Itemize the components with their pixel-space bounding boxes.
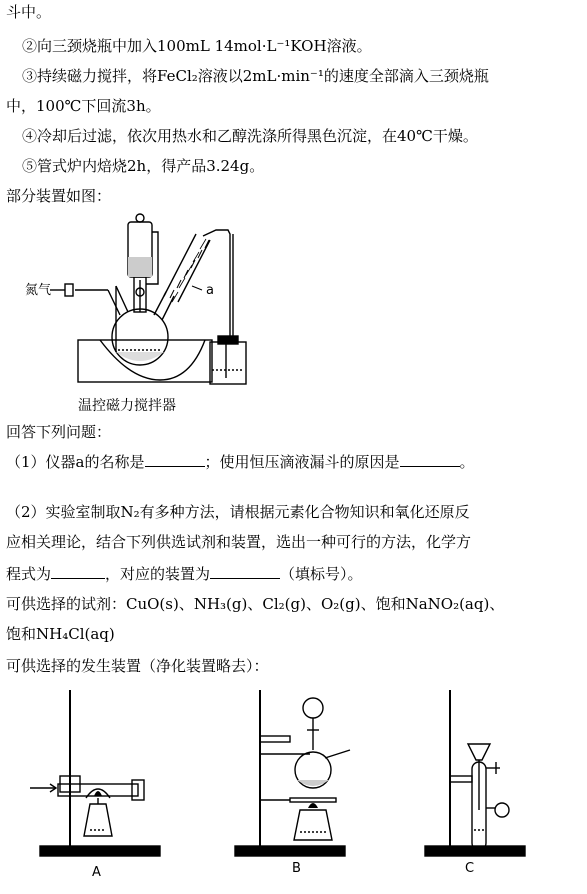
- reagents-line2: 饱和NH₄Cl(aq): [6, 625, 115, 643]
- step-4: ④冷却后过滤，依次用热水和乙醇洗涤所得黑色沉淀，在40℃干燥。: [22, 127, 478, 145]
- q1-part-a: （1）仪器a的名称是: [6, 453, 145, 471]
- question-2-line2: 应相关理论，结合下列供选试剂和装置，选出一种可行的方法，化学方: [6, 533, 472, 551]
- q1-part-c: 。: [459, 453, 475, 471]
- devices-intro: 可供选择的发生装置（净化装置略去）：: [6, 657, 269, 675]
- gas-trap-bottle: [210, 342, 246, 384]
- instrument-a-label: a: [206, 283, 214, 298]
- step-2: ②向三颈烧瓶中加入100mL 14mol·L⁻¹KOH溶液。: [22, 37, 372, 55]
- condenser-a: [164, 234, 210, 302]
- separatory-funnel-b: [303, 698, 323, 718]
- step-5: ⑤管式炉内焙烧2h，得产品3.24g。: [22, 157, 265, 175]
- apparatus-intro: 部分装置如图：: [6, 187, 112, 205]
- q1-part-b: ；使用恒压滴液漏斗的原因是: [204, 453, 400, 471]
- stirrer-caption: 温控磁力搅拌器: [78, 398, 176, 414]
- funnel-c: [468, 744, 490, 760]
- q1-blank-name[interactable]: [145, 450, 205, 467]
- q1-blank-reason[interactable]: [400, 450, 460, 467]
- label-b: B: [292, 861, 301, 876]
- q2-part-a: 程式为: [6, 565, 52, 583]
- reflux-apparatus-figure: [20, 212, 300, 417]
- questions-intro: 回答下列问题：: [6, 423, 112, 441]
- apparatus-b: [235, 690, 350, 856]
- q2-blank-equation[interactable]: [51, 562, 105, 579]
- nitrogen-label: 氮气: [25, 283, 52, 298]
- question-1: [6, 450, 475, 472]
- q2-part-b: ，对应的装置为: [105, 565, 211, 583]
- reagents-line1: 可供选择的试剂：CuO(s)、NH₃(g)、Cl₂(g)、O₂(g)、饱和NaNO₂(aq)、: [6, 595, 505, 613]
- apparatus-a: [30, 690, 160, 856]
- question-2-line3: [6, 562, 363, 584]
- label-a: A: [92, 865, 101, 880]
- label-c: C: [465, 861, 475, 876]
- question-2-line1: （2）实验室制取N₂有多种方法，请根据元素化合物知识和氧化还原反: [6, 503, 470, 521]
- step-1-tail: 斗中。: [6, 3, 52, 21]
- generation-devices-figure: [20, 680, 570, 890]
- nitrogen-valve: [65, 284, 73, 296]
- stirrer-base: [78, 340, 212, 382]
- step-3-line2: 中，100℃下回流3h。: [6, 97, 161, 115]
- step-3-line1: ③持续磁力搅拌，将FeCl₂溶液以2mL·min⁻¹的速度全部滴入三颈烧瓶: [22, 67, 489, 85]
- q2-blank-device[interactable]: [210, 562, 280, 579]
- q2-part-c: （填标号）。: [280, 565, 363, 583]
- apparatus-c: [425, 690, 525, 856]
